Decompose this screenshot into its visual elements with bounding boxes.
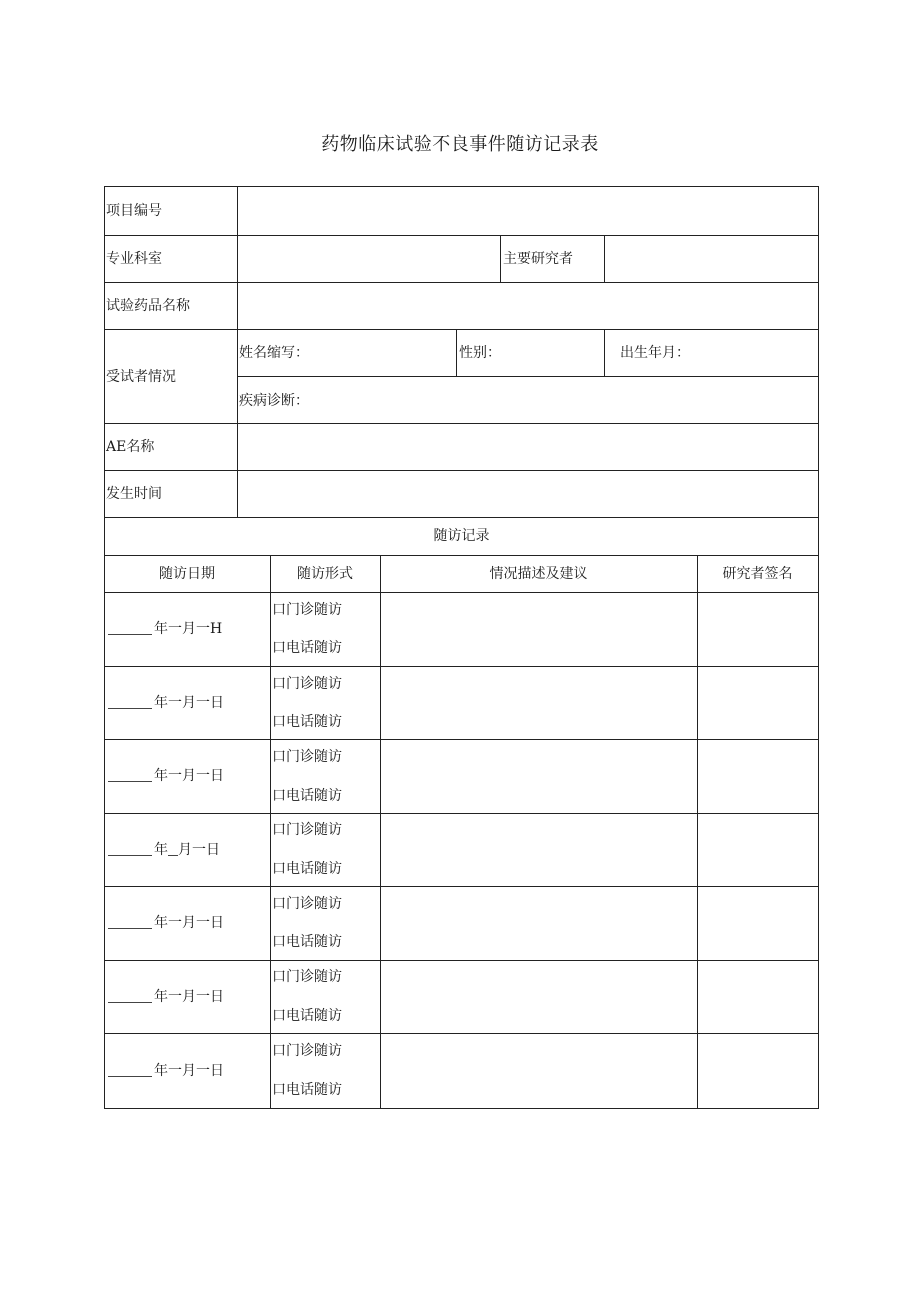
table-border-right	[818, 186, 819, 1109]
initials-label: 姓名缩写：	[239, 345, 309, 361]
row-divider	[237, 376, 819, 377]
followup-date: 年一月一H	[108, 621, 222, 637]
signature-field[interactable]	[698, 593, 818, 666]
dob-label: 出生年月：	[620, 345, 690, 361]
ae-name-field[interactable]	[238, 424, 818, 470]
option-phone-visit[interactable]: 口电话随访	[272, 714, 342, 730]
project-no-label: 项目编号	[106, 203, 162, 219]
department-label: 专业科室	[106, 251, 162, 267]
diagnosis-label: 疾病诊断：	[239, 393, 309, 409]
col-divider	[456, 329, 457, 376]
option-clinic-visit[interactable]: 口门诊随访	[272, 896, 342, 912]
option-phone-visit[interactable]: 口电话随访	[272, 788, 342, 804]
header-form: 随访形式	[297, 566, 353, 582]
sex-label: 性别：	[459, 345, 501, 361]
signature-field[interactable]	[698, 887, 818, 960]
option-phone-visit[interactable]: 口电话随访	[272, 1082, 342, 1098]
col-divider	[500, 235, 501, 282]
description-field[interactable]	[381, 814, 697, 886]
pi-label: 主要研究者	[503, 251, 573, 267]
pi-field[interactable]	[605, 236, 818, 282]
signature-field[interactable]	[698, 961, 818, 1033]
option-phone-visit[interactable]: 口电话随访	[272, 1008, 342, 1024]
followup-date: 年一月一日	[108, 989, 224, 1005]
signature-field[interactable]	[698, 740, 818, 813]
followup-section-title: 随访记录	[433, 528, 490, 544]
option-clinic-visit[interactable]: 口门诊随访	[272, 969, 342, 985]
header-date: 随访日期	[159, 566, 215, 582]
department-field[interactable]	[238, 236, 500, 282]
col-divider	[604, 329, 605, 376]
description-field[interactable]	[381, 961, 697, 1033]
description-field[interactable]	[381, 593, 697, 666]
followup-date: 年一月一日	[108, 695, 224, 711]
form-title: 药物临床试验不良事件随访记录表	[321, 134, 599, 155]
ae-name-label: AE名称	[106, 439, 155, 455]
row-divider	[104, 517, 819, 518]
option-clinic-visit[interactable]: 口门诊随访	[272, 1043, 342, 1059]
subject-label: 受试者情况	[106, 369, 176, 385]
followup-date: 年一月一日	[108, 768, 224, 784]
drug-name-field[interactable]	[238, 283, 818, 329]
row-divider	[104, 329, 819, 330]
col-divider	[270, 555, 271, 1109]
description-field[interactable]	[381, 740, 697, 813]
description-field[interactable]	[381, 667, 697, 739]
table-border-bottom	[104, 1108, 819, 1109]
option-clinic-visit[interactable]: 口门诊随访	[272, 822, 342, 838]
drug-name-label: 试验药品名称	[106, 298, 190, 314]
header-signature: 研究者签名	[722, 566, 793, 582]
followup-date: 年一月一日	[108, 1063, 224, 1079]
onset-label: 发生时间	[106, 486, 162, 502]
followup-date: 年一月一日	[108, 915, 224, 931]
option-clinic-visit[interactable]: 口门诊随访	[272, 749, 342, 765]
header-description: 情况描述及建议	[489, 566, 588, 582]
description-field[interactable]	[381, 887, 697, 960]
onset-field[interactable]	[238, 471, 818, 517]
option-phone-visit[interactable]: 口电话随访	[272, 934, 342, 950]
option-clinic-visit[interactable]: 口门诊随访	[272, 676, 342, 692]
followup-date: 年 月一日	[108, 842, 220, 858]
table-border-left	[104, 186, 105, 1109]
description-field[interactable]	[381, 1034, 697, 1108]
option-phone-visit[interactable]: 口电话随访	[272, 640, 342, 656]
option-phone-visit[interactable]: 口电话随访	[272, 861, 342, 877]
row-divider	[104, 555, 819, 556]
signature-field[interactable]	[698, 667, 818, 739]
signature-field[interactable]	[698, 1034, 818, 1108]
project-no-field[interactable]	[238, 187, 818, 235]
signature-field[interactable]	[698, 814, 818, 886]
option-clinic-visit[interactable]: 口门诊随访	[272, 602, 342, 618]
